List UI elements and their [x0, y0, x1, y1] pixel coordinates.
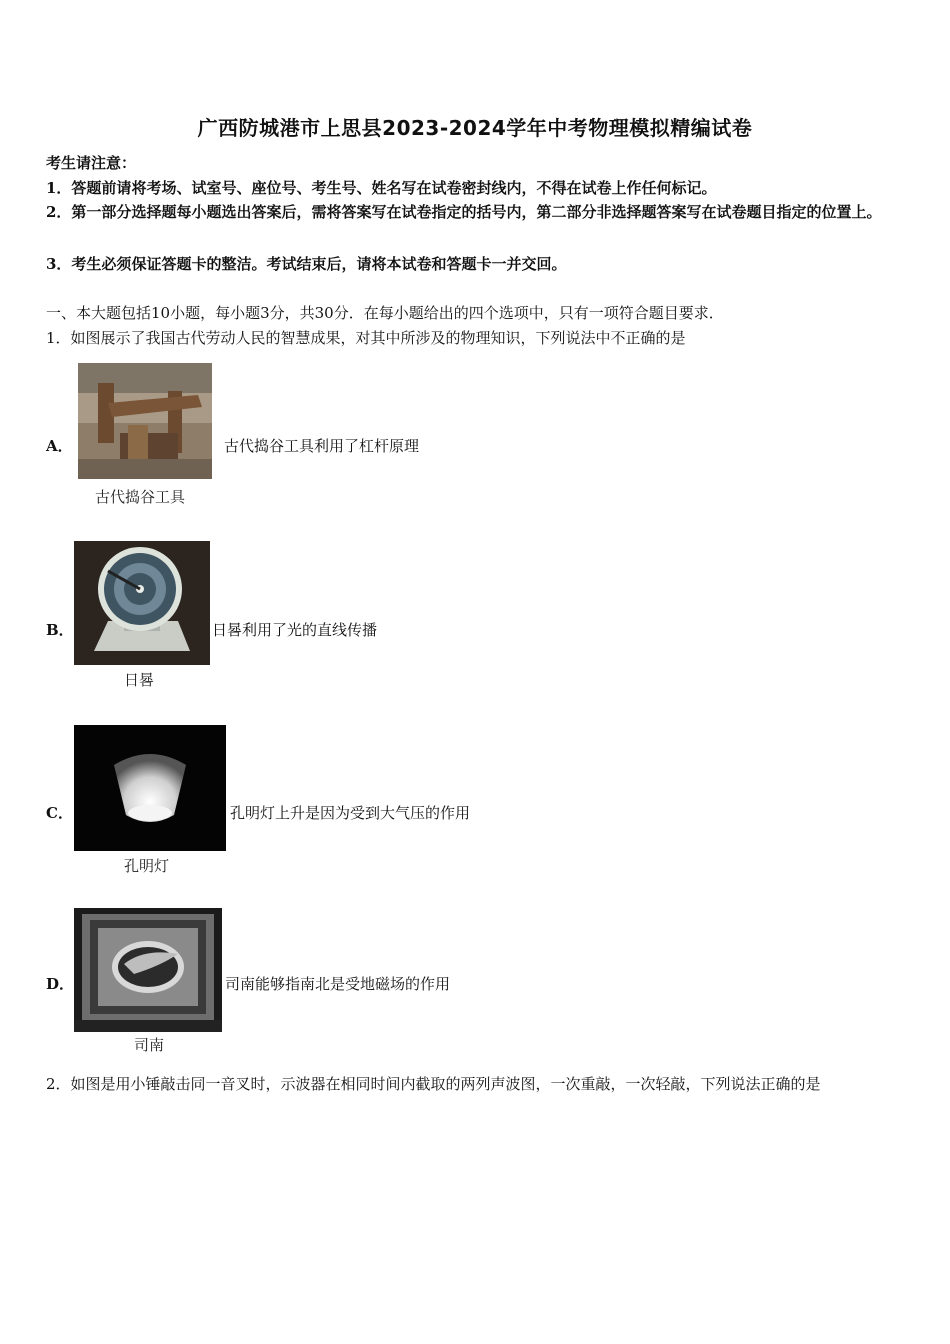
option-b-text: 日晷利用了光的直线传播 — [212, 621, 378, 639]
option-c-caption: 孔明灯 — [124, 857, 170, 875]
option-b-label: B． — [46, 621, 74, 639]
option-a-text: 古代捣谷工具利用了杠杆原理 — [224, 437, 420, 455]
notice-heading: 考生请注意： — [46, 154, 137, 172]
notice-item-3: 3．考生必须保证答题卡的整洁。考试结束后，请将本试卷和答题卡一并交回。 — [46, 255, 567, 273]
section-heading: 一、本大题包括10小题，每小题3分，共30分．在每小题给出的四个选项中，只有一项符合题目要求． — [46, 304, 724, 322]
pounding-tool-image — [78, 363, 212, 479]
option-a-label: A． — [46, 437, 73, 455]
option-d-label: D． — [46, 975, 75, 993]
sundial-image — [74, 541, 210, 665]
option-b-caption: 日晷 — [124, 671, 155, 689]
option-d-text: 司南能够指南北是受地磁场的作用 — [225, 975, 451, 993]
question-1-stem: 1．如图展示了我国古代劳动人民的智慧成果，对其中所涉及的物理知识，下列说法中不正确的是 — [46, 329, 686, 347]
notice-item-2: 2．第一部分选择题每小题选出答案后，需将答案写在试卷指定的括号内，第二部分非选择题答案写在试卷题目指定的位置上。 — [46, 203, 882, 221]
option-c-label: C． — [46, 804, 73, 822]
option-d-caption: 司南 — [134, 1036, 165, 1054]
compass-image — [74, 908, 222, 1032]
option-c-text: 孔明灯上升是因为受到大气压的作用 — [230, 804, 471, 822]
page-title: 广西防城港市上思县2023-2024学年中考物理模拟精编试卷 — [197, 116, 753, 140]
question-2-stem: 2．如图是用小锤敲击同一音叉时，示波器在相同时间内截取的两列声波图，一次重敲，一次轻敲，下列说法正确的是 — [46, 1075, 821, 1093]
sky-lantern-image — [74, 725, 226, 851]
notice-item-1: 1．答题前请将考场、试室号、座位号、考生号、姓名写在试卷密封线内，不得在试卷上作任何标记。 — [46, 179, 717, 197]
option-a-caption: 古代捣谷工具 — [95, 488, 186, 506]
